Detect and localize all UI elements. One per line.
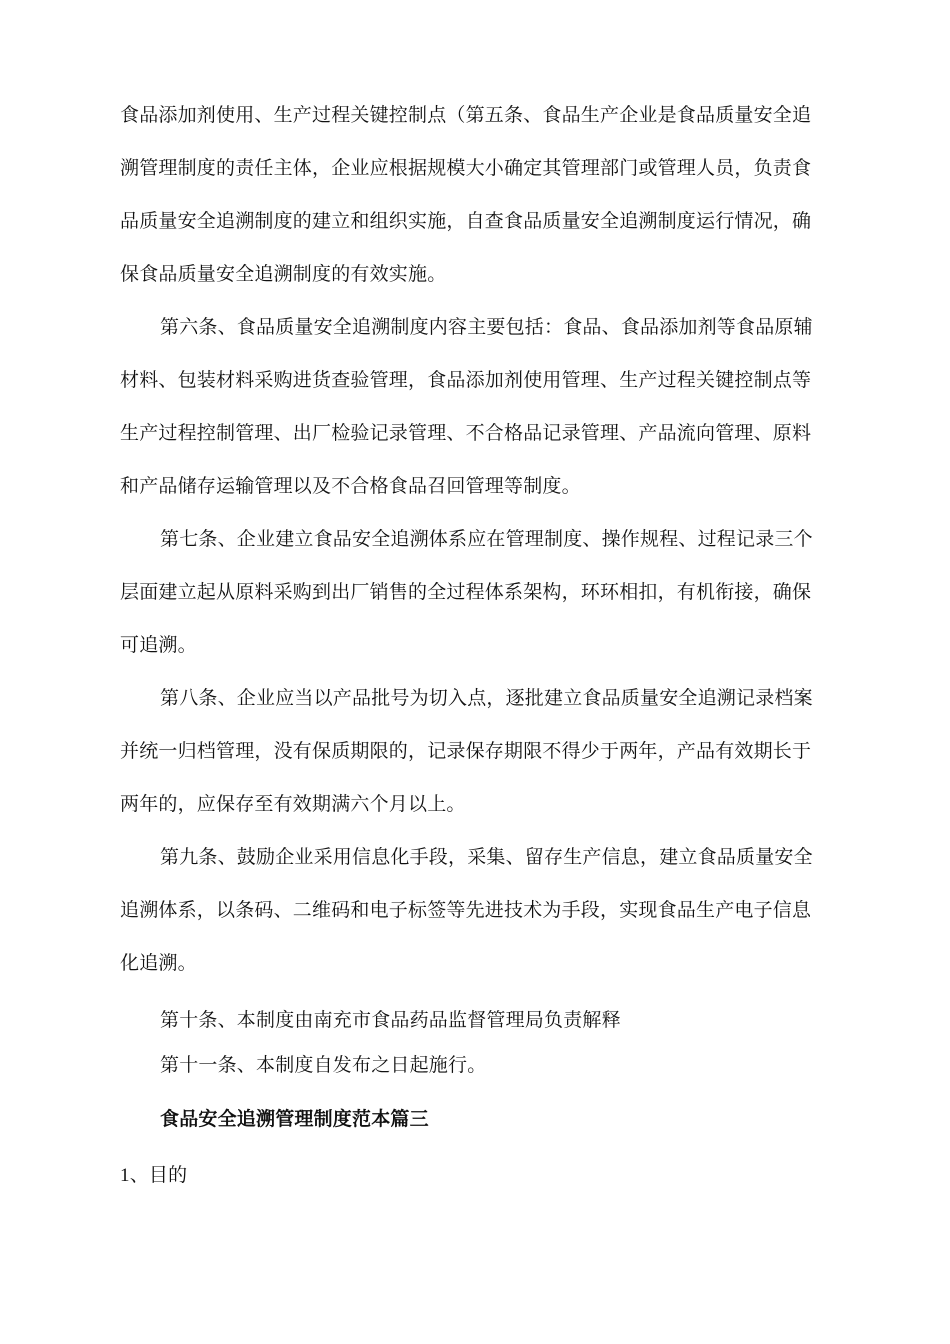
- paragraph-line: 可追溯。: [120, 634, 197, 656]
- paragraph-line: 保食品质量安全追溯制度的有效实施。: [120, 263, 447, 285]
- paragraph-line: 第十条、本制度由南充市食品药品监督管理局负责解释: [160, 1009, 621, 1031]
- paragraph-line: 层面建立起从原料采购到出厂销售的全过程体系架构，环环相扣，有机衔接，确保: [120, 581, 812, 603]
- paragraph-line: 第八条、企业应当以产品批号为切入点，逐批建立食品质量安全追溯记录档案: [160, 687, 813, 709]
- paragraph-line: 并统一归档管理，没有保质期限的，记录保存期限不得少于两年，产品有效期长于: [120, 740, 812, 762]
- paragraph-line: 食品添加剂使用、生产过程关键控制点（第五条、食品生产企业是食品质量安全追: [120, 104, 812, 126]
- paragraph-line: 追溯体系，以条码、二维码和电子标签等先进技术为手段，实现食品生产电子信息: [120, 899, 812, 921]
- paragraph-line: 和产品储存运输管理以及不合格食品召回管理等制度。: [120, 475, 581, 497]
- section-heading: 食品安全追溯管理制度范本篇三: [160, 1108, 429, 1130]
- paragraph-line: 两年的，应保存至有效期满六个月以上。: [120, 793, 466, 815]
- paragraph-line: 第七条、企业建立食品安全追溯体系应在管理制度、操作规程、过程记录三个: [160, 528, 813, 550]
- paragraph-line: 品质量安全追溯制度的建立和组织实施，自查食品质量安全追溯制度运行情况，确: [120, 210, 812, 232]
- subsection-heading: [120, 1163, 187, 1188]
- subsection-title: 、目的: [129, 1164, 188, 1186]
- paragraph-line: 化追溯。: [120, 952, 197, 974]
- paragraph-line: 材料、包装材料采购进货查验管理，食品添加剂使用管理、生产过程关键控制点等: [120, 369, 812, 391]
- paragraph-line: 第十一条、本制度自发布之日起施行。: [160, 1054, 487, 1076]
- paragraph-line: 溯管理制度的责任主体，企业应根据规模大小确定其管理部门或管理人员，负责食: [120, 157, 812, 179]
- paragraph-line: 生产过程控制管理、出厂检验记录管理、不合格品记录管理、产品流向管理、原料: [120, 422, 812, 444]
- paragraph-line: 第六条、食品质量安全追溯制度内容主要包括：食品、食品添加剂等食品原辅: [160, 316, 813, 338]
- paragraph-line: 第九条、鼓励企业采用信息化手段，采集、留存生产信息，建立食品质量安全: [160, 846, 813, 868]
- subsection-number: 1: [120, 1165, 130, 1186]
